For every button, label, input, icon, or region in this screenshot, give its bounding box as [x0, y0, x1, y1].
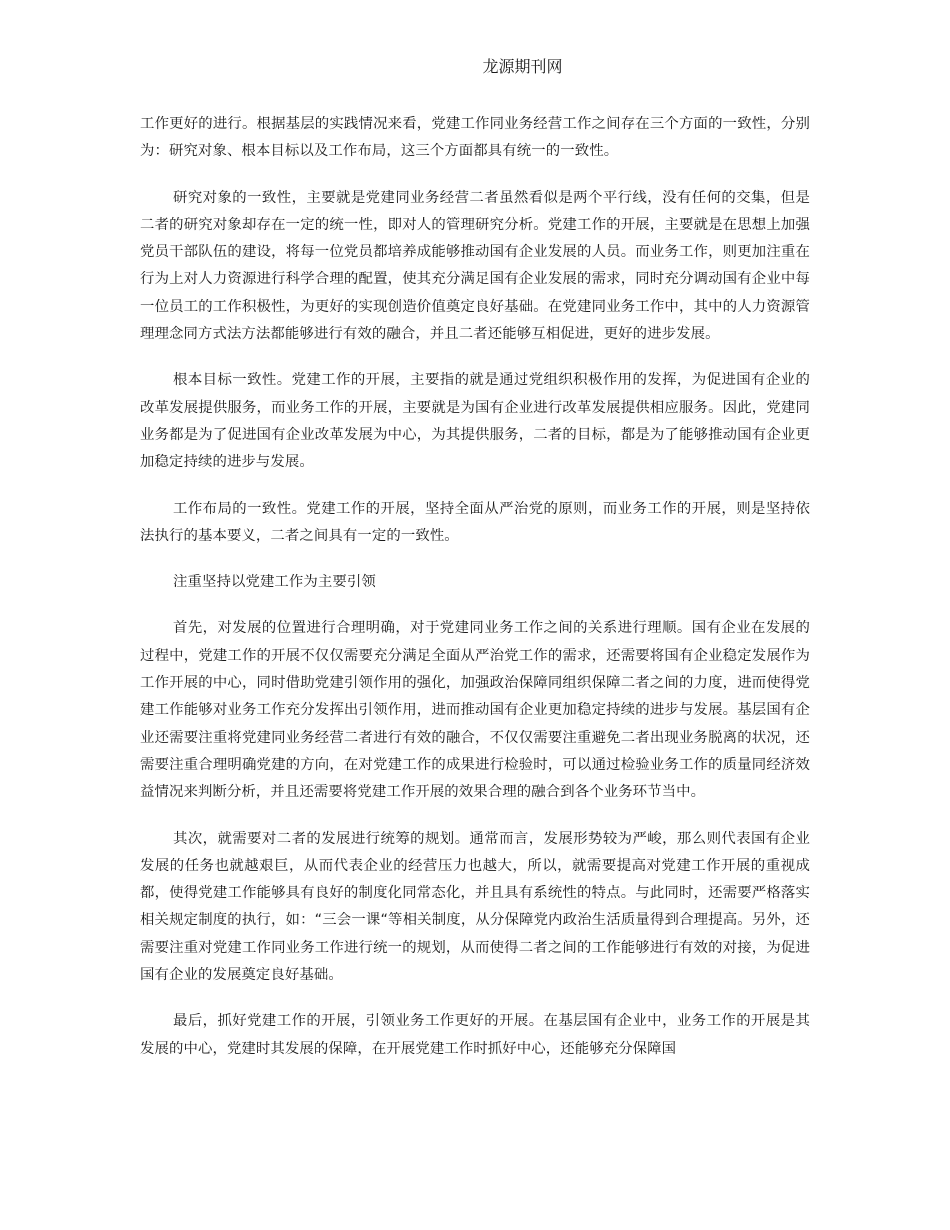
site-name: 龙源期刊网: [482, 57, 563, 76]
section-heading: 注重坚持以党建工作为主要引领: [173, 574, 376, 591]
paragraph-6: 其次，就需要对二者的发展进行统筹的规划。通常而言，发展形势较为严峻，那么则代表国有企业发展的任务也就越艰巨，从而代表企业的经营压力也越大，所以，就需要提高对党建工作开展的重视成都，使得党建工作能够具有良好的制度化同常态化，并且具有系统性的特点。与此同时，还需要严格落实相关规定制度的执行，如：“三会一课“等相关制度，从分保障党内政治生活质量得到合理提高。另外，还需要注重对党建工作同业务工作进行统一的规划，从而使得二者之间的工作能够进行有效的对接，为促进国有企业的发展奠定良好基础。: [140, 830, 810, 984]
paragraph-4: 工作布局的一致性。党建工作的开展，坚持全面从严治党的原则，而业务工作的开展，则是坚持依法执行的基本要义，二者之间具有一定的一致性。: [140, 500, 810, 544]
article-body: [140, 111, 810, 1082]
page-header: [0, 55, 950, 79]
paragraph-1: 工作更好的进行。根据基层的实践情况来看，党建工作同业务经营工作之间存在三个方面的一致性，分别为：研究对象、根本目标以及工作布局，这三个方面都具有统一的一致性。: [140, 116, 810, 160]
paragraph-3: 根本目标一致性。党建工作的开展，主要指的就是通过党组织积极作用的发挥，为促进国有企业的改革发展提供服务，而业务工作的开展，主要就是为国有企业进行改革发展提供相应服务。因此，党建同业务都是为了促进国有企业改革发展为中心，为其提供服务，二者的目标，都是为了能够推动国有企业更加稳定持续的进步与发展。: [140, 372, 810, 471]
paragraph-5: 首先，对发展的位置进行合理明确，对于党建同业务工作之间的关系进行理顺。国有企业在发展的过程中，党建工作的开展不仅仅需要充分满足全面从严治党工作的需求，还需要将国有企业稳定发展作为工作开展的中心，同时借助党建引领作用的强化，加强政治保障同组织保障二者之间的力度，进而使得党建工作能够对业务工作充分发挥出引领作用，进而推动国有企业更加稳定持续的进步与发展。基层国有企业还需要注重将党建同业务经营二者进行有效的融合，不仅仅需要注重避免二者出现业务脱离的状况，还需要注重合理明确党建的方向，在对党建工作的成果进行检验时，可以通过检验业务工作的质量同经济效益情况来判断分析，并且还需要将党建工作开展的效果合理的融合到各个业务环节当中。: [140, 620, 810, 801]
paragraph-2: 研究对象的一致性，主要就是党建同业务经营二者虽然看似是两个平行线，没有任何的交集，但是二者的研究对象却存在一定的统一性，即对人的管理研究分析。党建工作的开展，主要就是在思想上加强党员干部队伍的建设，将每一位党员都培养成能够推动国有企业发展的人员。而业务工作，则更加注重在行为上对人力资源进行科学合理的配置，使其充分满足国有企业发展的需求，同时充分调动国有企业中每一位员工的工作积极性，为更好的实现创造价值奠定良好基础。在党建同业务工作中，其中的人力资源管理理念同方式法方法都能够进行有效的融合，并且二者还能够互相促进，更好的进步发展。: [140, 189, 810, 343]
paragraph-7: 最后，抓好党建工作的开展，引领业务工作更好的开展。在基层国有企业中，业务工作的开展是其发展的中心，党建时其发展的保障，在开展党建工作时抓好中心，还能够充分保障国: [140, 1013, 810, 1057]
